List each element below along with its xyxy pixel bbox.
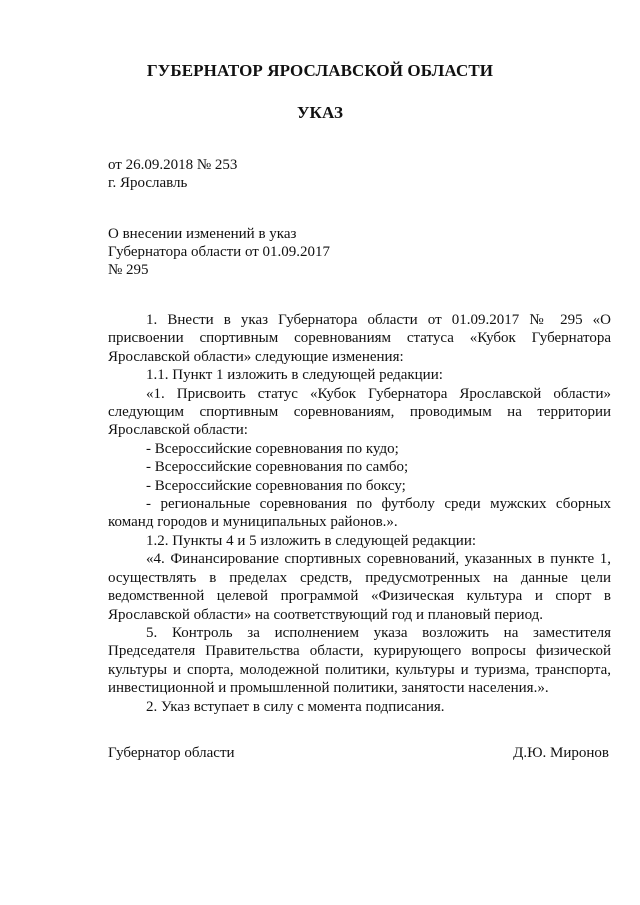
paragraph-1-2: 1.2. Пункты 4 и 5 изложить в следующей редакции: bbox=[146, 532, 477, 549]
signature-name: Д.Ю. Миронов bbox=[513, 745, 609, 761]
subject-line-3: № 295 bbox=[108, 262, 149, 278]
list-item-sambo: - Всероссийские соревнования по самбо; bbox=[146, 459, 409, 476]
paragraph-1-1: 1.1. Пункт 1 изложить в следующей редакции: bbox=[146, 367, 443, 384]
subject-line-2: Губернатора области от 01.09.2017 bbox=[108, 244, 331, 260]
document-title: ГУБЕРНАТОР ЯРОСЛАВСКОЙ ОБЛАСТИ bbox=[146, 61, 494, 80]
document-meta bbox=[108, 156, 237, 192]
list-item-football: - региональные соревнования по футболу среди мужских сборных команд городов и муниципальных районов.». bbox=[108, 496, 611, 531]
document-body bbox=[108, 311, 611, 716]
paragraph-1: 1. Внести в указ Губернатора области от 01.09.2017 № 295 «О присвоении спортивным соревнованиям статуса «Кубок Губернатора Ярославской области» следующие изменения: bbox=[108, 312, 611, 365]
paragraph-quote-5: 5. Контроль за исполнением указа возложить на заместителя Председателя Правительства области, курирующего вопросы физической культуры и спорта, молодежной политики, культуры и туризма, транспорта, инвестиционной и промышленной политики, занятости населения.». bbox=[108, 624, 611, 697]
city: г. Ярославль bbox=[108, 175, 188, 191]
document-type: УКАЗ bbox=[296, 103, 344, 122]
date-number: от 26.09.2018 № 253 bbox=[108, 157, 238, 173]
list-item-boxing: - Всероссийские соревнования по боксу; bbox=[146, 477, 406, 494]
paragraph-quote-4: «4. Финансирование спортивных соревнований, указанных в пункте 1, осуществлять в пределах средств, предусмотренных на данные цели ведомственной целевой программой «Физическая культура и спорт в Ярославской области» на соответствующий год и плановый период. bbox=[108, 551, 611, 623]
subject-line-1: О внесении изменений в указ bbox=[108, 226, 297, 242]
paragraph-quote-1: «1. Присвоить статус «Кубок Губернатора Ярославской области» следующим спортивным соревнованиям, проводимым на территории Ярославской области: bbox=[108, 385, 611, 439]
paragraph-2: 2. Указ вступает в силу с момента подписания. bbox=[146, 698, 445, 715]
signature-position: Губернатор области bbox=[108, 745, 235, 761]
document-subject bbox=[108, 225, 368, 279]
list-item-kudo: - Всероссийские соревнования по кудо; bbox=[146, 440, 399, 457]
